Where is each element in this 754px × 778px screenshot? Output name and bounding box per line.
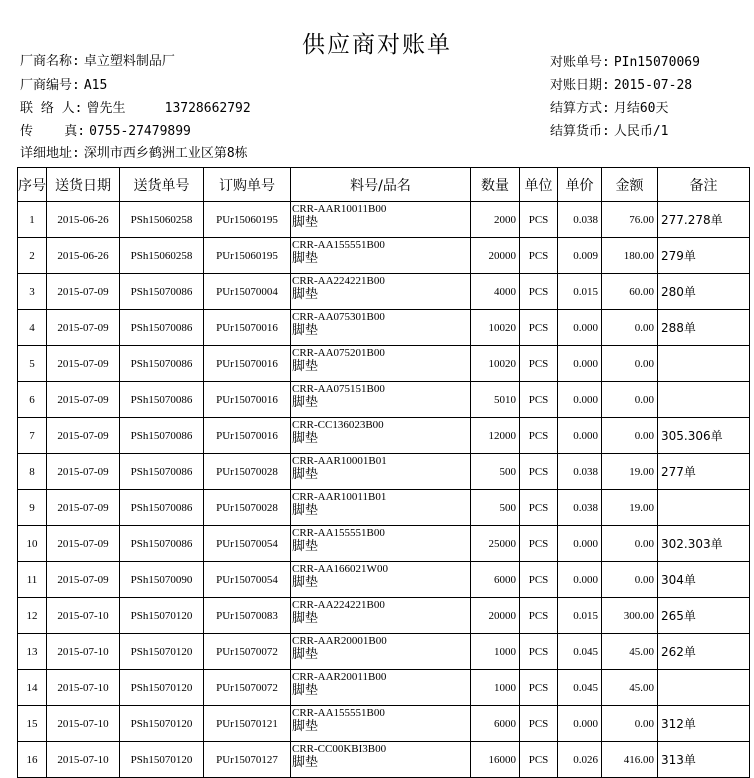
note-text: 288单 [661,321,696,335]
contact-label: 联 络 人: [20,101,83,116]
cell-qty: 5010 [471,382,520,418]
cell-unit: PCS [520,742,558,778]
cell-delivery-date: 2015-07-10 [47,742,120,778]
cell-order-no: PUr15070121 [204,706,291,742]
info-row-settlement-method [550,101,668,117]
item-name: 脚垫 [292,575,319,590]
cell-unit: PCS [520,382,558,418]
item-name: 脚垫 [292,503,319,518]
cell-price: 0.038 [558,454,602,490]
cell-delivery-date: 2015-07-09 [47,454,120,490]
cell-amount: 76.00 [602,202,658,238]
info-row-supplier-code [20,78,107,94]
cell-note [658,490,750,526]
cell-no: 7 [18,418,47,454]
cell-unit: PCS [520,706,558,742]
note-text: 262单 [661,645,696,659]
cell-amount: 0.00 [602,706,658,742]
note-text: 277单 [661,465,696,479]
cell-amount: 416.00 [602,742,658,778]
cell-order-no: PUr15070016 [204,346,291,382]
cell-price: 0.000 [558,418,602,454]
cell-unit: PCS [520,526,558,562]
cell-note [658,382,750,418]
table-header-row [18,168,750,202]
cell-amount: 0.00 [602,310,658,346]
cell-no: 8 [18,454,47,490]
cell-no: 1 [18,202,47,238]
item-name: 脚垫 [292,683,319,698]
cell-qty: 20000 [471,238,520,274]
supplier-code-label: 厂商编号: [20,78,80,93]
info-row-statement-no [550,55,700,71]
statement-date-label: 对账日期: [550,78,610,93]
item-name: 脚垫 [292,251,319,266]
address-value: 深圳市西乡鹤洲工业区第8栋 [83,146,248,161]
col-header-amount: 金额 [602,168,658,202]
part-number: CRR-AA155551B00 [292,527,385,539]
cell-delivery-no: PSh15070120 [120,670,204,706]
table-body [18,202,750,778]
item-name: 脚垫 [292,215,319,230]
table-row [18,346,750,382]
table-row [18,490,750,526]
statement-no-label: 对账单号: [550,55,610,70]
cell-note [658,238,750,274]
cell-amount: 19.00 [602,490,658,526]
col-header-no: 序号 [18,168,47,202]
cell-qty: 2000 [471,202,520,238]
cell-delivery-date: 2015-07-10 [47,598,120,634]
cell-part [291,310,471,346]
note-text: 312单 [661,717,696,731]
cell-order-no: PUr15070054 [204,562,291,598]
cell-part [291,562,471,598]
settlement-method-label: 结算方式: [550,101,610,116]
part-number: CRR-AAR10001B01 [292,455,387,467]
cell-note [658,562,750,598]
part-number: CRR-AAR10011B00 [292,203,387,215]
table-row [18,202,750,238]
note-text: 302.303单 [661,537,723,551]
info-row-statement-date [550,78,692,94]
cell-note [658,706,750,742]
cell-unit: PCS [520,598,558,634]
address-label: 详细地址: [20,146,80,161]
fax-value: 0755-27479899 [89,124,191,139]
cell-qty: 500 [471,454,520,490]
cell-note [658,670,750,706]
settlement-currency-value: 人民币/1 [613,124,669,139]
part-number: CRR-AA075201B00 [292,347,385,359]
cell-price: 0.000 [558,310,602,346]
cell-delivery-date: 2015-07-09 [47,562,120,598]
cell-order-no: PUr15070028 [204,490,291,526]
cell-part [291,598,471,634]
cell-order-no: PUr15070054 [204,526,291,562]
cell-order-no: PUr15070083 [204,598,291,634]
info-row-address [20,146,248,162]
part-number: CRR-AA075151B00 [292,383,385,395]
cell-price: 0.026 [558,742,602,778]
cell-note [658,202,750,238]
cell-order-no: PUr15070072 [204,670,291,706]
cell-delivery-date: 2015-07-09 [47,310,120,346]
cell-no: 15 [18,706,47,742]
cell-part [291,454,471,490]
cell-note [658,310,750,346]
item-name: 脚垫 [292,719,319,734]
table-row [18,706,750,742]
cell-part [291,238,471,274]
cell-unit: PCS [520,490,558,526]
item-name: 脚垫 [292,647,319,662]
cell-price: 0.000 [558,562,602,598]
cell-order-no: PUr15060195 [204,238,291,274]
cell-price: 0.038 [558,202,602,238]
cell-unit: PCS [520,634,558,670]
cell-amount: 0.00 [602,382,658,418]
cell-part [291,742,471,778]
cell-order-no: PUr15070127 [204,742,291,778]
part-number: CRR-AA224221B00 [292,599,385,611]
cell-qty: 20000 [471,598,520,634]
cell-part [291,202,471,238]
cell-qty: 12000 [471,418,520,454]
info-row-settlement-currency [550,124,668,140]
note-text: 313单 [661,753,696,767]
cell-unit: PCS [520,562,558,598]
cell-delivery-date: 2015-06-26 [47,238,120,274]
cell-delivery-no: PSh15070086 [120,418,204,454]
item-name: 脚垫 [292,467,319,482]
cell-no: 16 [18,742,47,778]
cell-no: 3 [18,274,47,310]
cell-order-no: PUr15070072 [204,634,291,670]
cell-note [658,418,750,454]
cell-part [291,634,471,670]
cell-delivery-date: 2015-07-09 [47,526,120,562]
cell-no: 5 [18,346,47,382]
col-header-unit: 单位 [520,168,558,202]
cell-part [291,670,471,706]
cell-no: 11 [18,562,47,598]
cell-delivery-date: 2015-07-09 [47,490,120,526]
document-title: 供应商对账单 [302,32,452,58]
cell-unit: PCS [520,238,558,274]
cell-delivery-no: PSh15070120 [120,706,204,742]
cell-price: 0.015 [558,598,602,634]
cell-delivery-no: PSh15070086 [120,526,204,562]
cell-qty: 1000 [471,634,520,670]
cell-amount: 45.00 [602,670,658,706]
part-number: CRR-AAR20011B00 [292,671,387,683]
col-header-order-no: 订购单号 [204,168,291,202]
part-number: CRR-AA155551B00 [292,239,385,251]
part-number: CRR-AA155551B00 [292,707,385,719]
cell-amount: 0.00 [602,418,658,454]
cell-part [291,274,471,310]
cell-amount: 60.00 [602,274,658,310]
cell-price: 0.045 [558,670,602,706]
cell-no: 6 [18,382,47,418]
col-header-note: 备注 [658,168,750,202]
cell-qty: 6000 [471,562,520,598]
cell-qty: 6000 [471,706,520,742]
table-row [18,382,750,418]
cell-unit: PCS [520,310,558,346]
table-row [18,742,750,778]
cell-delivery-date: 2015-07-09 [47,274,120,310]
cell-price: 0.045 [558,634,602,670]
cell-delivery-no: PSh15070086 [120,382,204,418]
part-number: CRR-AA166021W00 [292,563,388,575]
cell-delivery-no: PSh15070090 [120,562,204,598]
cell-delivery-date: 2015-07-10 [47,634,120,670]
table-row [18,634,750,670]
statement-table [17,167,750,778]
part-number: CRR-AA075301B00 [292,311,385,323]
cell-delivery-date: 2015-07-09 [47,346,120,382]
cell-order-no: PUr15070016 [204,382,291,418]
col-header-qty: 数量 [471,168,520,202]
cell-unit: PCS [520,418,558,454]
cell-delivery-date: 2015-07-10 [47,706,120,742]
table-row [18,526,750,562]
cell-delivery-no: PSh15060258 [120,202,204,238]
cell-unit: PCS [520,346,558,382]
supplier-code-value: A15 [83,78,108,93]
cell-amount: 0.00 [602,346,658,382]
cell-qty: 1000 [471,670,520,706]
cell-amount: 300.00 [602,598,658,634]
statement-no-value: PIn15070069 [613,55,700,70]
supplier-name-label: 厂商名称: [20,54,80,69]
cell-part [291,346,471,382]
cell-price: 0.000 [558,526,602,562]
cell-price: 0.038 [558,490,602,526]
part-number: CRR-CC136023B00 [292,419,384,431]
cell-order-no: PUr15060195 [204,202,291,238]
table-row [18,310,750,346]
cell-price: 0.000 [558,346,602,382]
cell-price: 0.000 [558,706,602,742]
cell-part [291,418,471,454]
part-number: CRR-AAR20001B00 [292,635,387,647]
settlement-method-value: 月结60天 [613,101,669,116]
part-number: CRR-CC00KBI3B00 [292,743,387,755]
part-number: CRR-AAR10011B01 [292,491,387,503]
cell-delivery-no: PSh15070086 [120,490,204,526]
item-name: 脚垫 [292,323,319,338]
note-text: 280单 [661,285,696,299]
cell-amount: 0.00 [602,562,658,598]
note-text: 279单 [661,249,696,263]
cell-price: 0.000 [558,382,602,418]
table-row [18,454,750,490]
table-row [18,598,750,634]
item-name: 脚垫 [292,611,319,626]
cell-part [291,382,471,418]
cell-delivery-no: PSh15070120 [120,742,204,778]
cell-part [291,490,471,526]
note-text: 265单 [661,609,696,623]
col-header-delivery-no: 送货单号 [120,168,204,202]
col-header-price: 单价 [558,168,602,202]
cell-qty: 25000 [471,526,520,562]
cell-qty: 10020 [471,346,520,382]
table-row [18,274,750,310]
cell-part [291,526,471,562]
cell-part [291,706,471,742]
cell-unit: PCS [520,454,558,490]
contact-value: 曾先生 13728662792 [86,101,251,116]
part-number: CRR-AA224221B00 [292,275,385,287]
cell-delivery-no: PSh15070086 [120,310,204,346]
cell-no: 2 [18,238,47,274]
info-row-supplier-name [20,54,175,70]
table-row [18,418,750,454]
table-row [18,670,750,706]
cell-delivery-no: PSh15070120 [120,634,204,670]
item-name: 脚垫 [292,395,319,410]
cell-order-no: PUr15070028 [204,454,291,490]
cell-delivery-date: 2015-07-09 [47,382,120,418]
cell-no: 10 [18,526,47,562]
cell-delivery-no: PSh15070120 [120,598,204,634]
item-name: 脚垫 [292,431,319,446]
cell-unit: PCS [520,274,558,310]
cell-note [658,274,750,310]
note-text: 277.278单 [661,213,723,227]
cell-amount: 45.00 [602,634,658,670]
cell-delivery-no: PSh15070086 [120,274,204,310]
cell-order-no: PUr15070016 [204,418,291,454]
cell-no: 9 [18,490,47,526]
cell-no: 13 [18,634,47,670]
cell-no: 14 [18,670,47,706]
cell-note [658,634,750,670]
cell-note [658,346,750,382]
info-row-fax [20,124,191,140]
statement-date-value: 2015-07-28 [613,78,693,93]
col-header-part: 料号/品名 [291,168,471,202]
cell-no: 4 [18,310,47,346]
col-header-delivery-date: 送货日期 [47,168,120,202]
item-name: 脚垫 [292,287,319,302]
cell-note [658,598,750,634]
item-name: 脚垫 [292,359,319,374]
cell-no: 12 [18,598,47,634]
cell-delivery-no: PSh15070086 [120,346,204,382]
cell-amount: 0.00 [602,526,658,562]
cell-order-no: PUr15070004 [204,274,291,310]
note-text: 305.306单 [661,429,723,443]
cell-unit: PCS [520,670,558,706]
cell-delivery-date: 2015-07-09 [47,418,120,454]
cell-price: 0.009 [558,238,602,274]
cell-qty: 4000 [471,274,520,310]
item-name: 脚垫 [292,539,319,554]
cell-qty: 16000 [471,742,520,778]
cell-note [658,526,750,562]
cell-delivery-no: PSh15060258 [120,238,204,274]
table-row [18,562,750,598]
note-text: 304单 [661,573,696,587]
supplier-name-value: 卓立塑料制品厂 [83,54,175,69]
cell-order-no: PUr15070016 [204,310,291,346]
fax-label: 传 真: [20,124,86,139]
table-row [18,238,750,274]
info-row-contact [20,101,251,117]
cell-qty: 10020 [471,310,520,346]
cell-delivery-date: 2015-07-10 [47,670,120,706]
cell-delivery-no: PSh15070086 [120,454,204,490]
cell-note [658,742,750,778]
cell-amount: 180.00 [602,238,658,274]
cell-delivery-date: 2015-06-26 [47,202,120,238]
settlement-currency-label: 结算货币: [550,124,610,139]
cell-price: 0.015 [558,274,602,310]
item-name: 脚垫 [292,755,319,770]
cell-amount: 19.00 [602,454,658,490]
cell-note [658,454,750,490]
cell-unit: PCS [520,202,558,238]
cell-qty: 500 [471,490,520,526]
